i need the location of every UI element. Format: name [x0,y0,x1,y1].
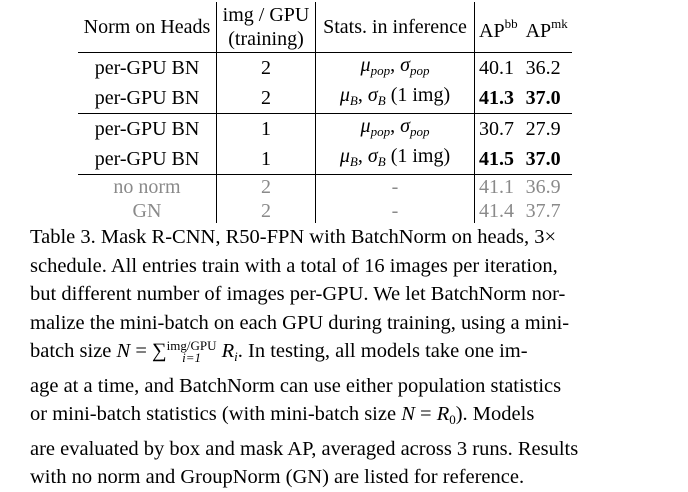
header-norm: Norm on Heads [78,2,217,53]
caption-line: schedule. All entries train with a total of 16 images per iteration, [30,254,558,277]
cell-norm: per-GPU BN [78,53,217,84]
cell-ap-mk: 37.0 [525,148,561,170]
caption-line: batch size N = ∑img/GPU i=1 Ri. In testing, all models take one im- [30,338,528,366]
cell-img: 1 [217,114,316,145]
cell-img: 2 [217,53,316,84]
header-img-per-gpu: img / GPU (training) [217,2,316,53]
caption-line: or mini-batch statistics (with mini-batch size N = R0). Models [30,403,535,427]
caption-line: but different number of images per-GPU. We let BatchNorm nor- [30,283,566,305]
cell-ap-bb: 41.3 [479,87,514,109]
cell-ap-bb: 41.4 [479,200,514,222]
cell-ap-mk: 37.7 [525,200,561,222]
results-table [78,2,572,223]
cell-norm: no norm [78,175,217,200]
cell-stats: $\mu_{pop}$, $\sigma_{pop}$ [316,114,475,145]
header-stats: Stats. in inference [316,2,475,53]
table-row [78,175,572,200]
summation-symbol: ∑ [152,340,167,362]
header-ap-bb: $AP^{bb}$ [479,15,518,42]
header-ap-mk: $AP^{mk}$ [525,15,568,42]
cell-stats: - [316,199,475,223]
cell-norm: per-GPU BN [78,83,217,114]
cell-ap-bb: 41.1 [475,175,524,200]
caption-line: age at a time, and BatchNorm can use either population statistics [30,374,562,397]
cell-stats: - [316,175,475,200]
cell-ap-mk: 36.2 [524,53,572,84]
table-caption [30,223,658,492]
caption-line: are evaluated by box and mask AP, averaged across 3 runs. Results [30,437,579,460]
cell-ap-bb: 41.5 [479,148,514,170]
results-table-container [78,2,572,223]
cell-ap-mk: 37.0 [525,87,561,109]
table-row [78,144,572,175]
cell-ap-mk: 27.9 [524,114,572,145]
cell-ap-mk: 36.9 [524,175,572,200]
table-row [78,83,572,114]
cell-norm: GN [78,199,217,223]
cell-img: 2 [217,175,316,200]
cell-img: 2 [217,83,316,114]
caption-line: Table 3. Mask R-CNN, R50-FPN with BatchNorm on heads, 3× [30,226,557,248]
cell-ap-bb: 30.7 [475,114,524,145]
cell-norm: per-GPU BN [78,114,217,145]
table-row [78,199,572,223]
cell-stats: $\mu_{pop}$, $\sigma_{pop}$ [316,53,475,84]
caption-line: malize the mini-batch on each GPU during training, using a mini- [30,311,570,334]
cell-ap-bb: 40.1 [475,53,524,84]
caption-line: with no norm and GroupNorm (GN) are listed for reference. [30,466,525,488]
table-row [78,53,572,84]
table-row [78,114,572,145]
cell-norm: per-GPU BN [78,144,217,175]
cell-stats: $\mu_B$, $\sigma_B$ (1 img) [316,144,475,175]
cell-img: 2 [217,199,316,223]
cell-img: 1 [217,144,316,175]
header-row [78,2,572,53]
cell-stats: $\mu_B$, $\sigma_B$ (1 img) [316,83,475,114]
